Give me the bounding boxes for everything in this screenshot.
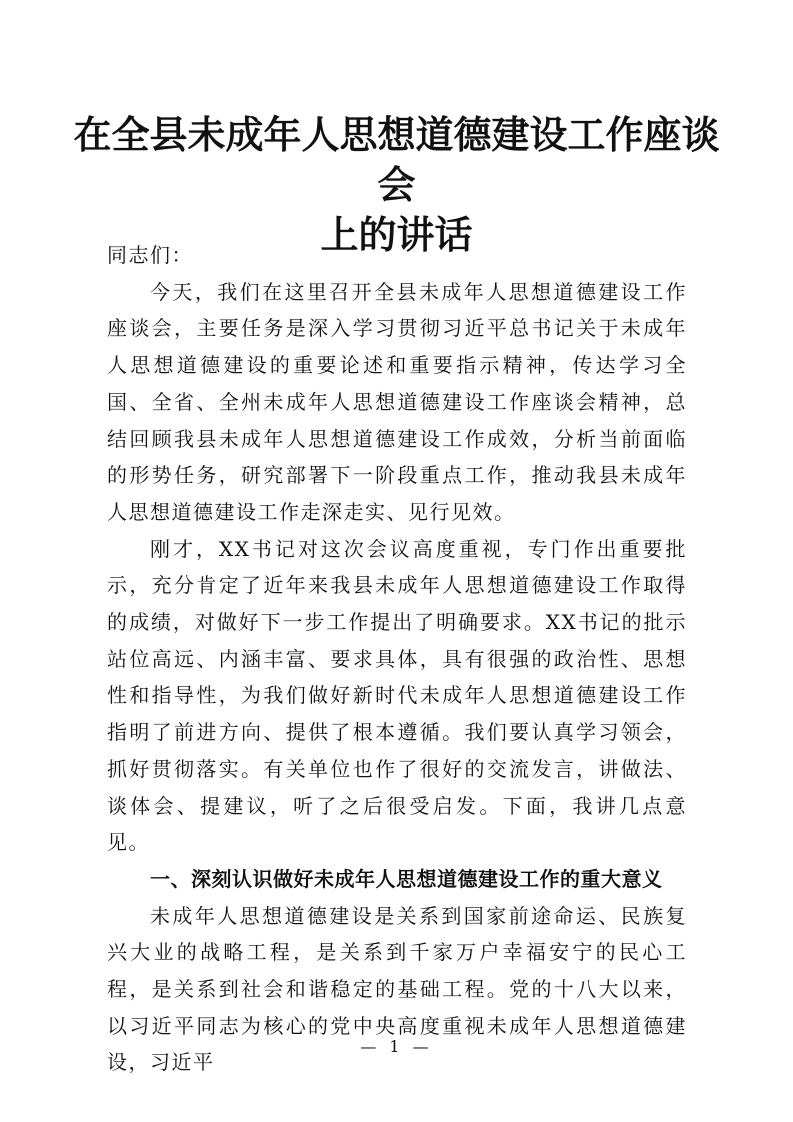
section-heading: 一、深刻认识做好未成年人思想道德建设工作的重大意义	[150, 866, 663, 891]
title-line-2: 上的讲话	[320, 212, 473, 257]
salutation: 同志们：	[107, 243, 193, 267]
page-number: — 1 —	[360, 1037, 433, 1056]
title-line-1: 在全县未成年人思想道德建设工作座谈会	[73, 112, 720, 207]
body-paragraph: 刚才，XX书记对这次会议高度重视，专门作出重要批示，充分肯定了近年来我县未成年人思想道德建设工作取得的成绩，对做好下一步工作提出了明确要求。XX书记的批示站位高远、内涵丰富、要求具体，具有很强的政治性、思想性和指导性，为我们做好新时代未成年人思想道德建设工作指明了前进方向、提供了根本遵循。我们要认真学习领会，抓好贯彻落实。有关单位也作了很好的交流发言，讲做法、谈体会、提建议，听了之后很受启发。下面，我讲几点意见。	[107, 536, 687, 855]
document-body	[107, 237, 687, 1081]
body-paragraph: 今天，我们在这里召开全县未成年人思想道德建设工作座谈会，主要任务是深入学习贯彻习近平总书记关于未成年人思想道德建设的重要论述和重要指示精神，传达学习全国、全省、全州未成年人思想道德建设工作座谈会精神，总结回顾我县未成年人思想道德建设工作成效，分析当前面临的形势任务，研究部署下一阶段重点工作，推动我县未成年人思想道德建设工作走深走实、见行见效。	[107, 279, 687, 524]
section-paragraph: 未成年人思想道德建设是关系到国家前途命运、民族复兴大业的战略工程，是关系到千家万户幸福安宁的民心工程，是关系到社会和谐稳定的基础工程。党的十八大以来，以习近平同志为核心的党中央高度重视未成年人思想道德建设，习近平	[107, 903, 687, 1075]
